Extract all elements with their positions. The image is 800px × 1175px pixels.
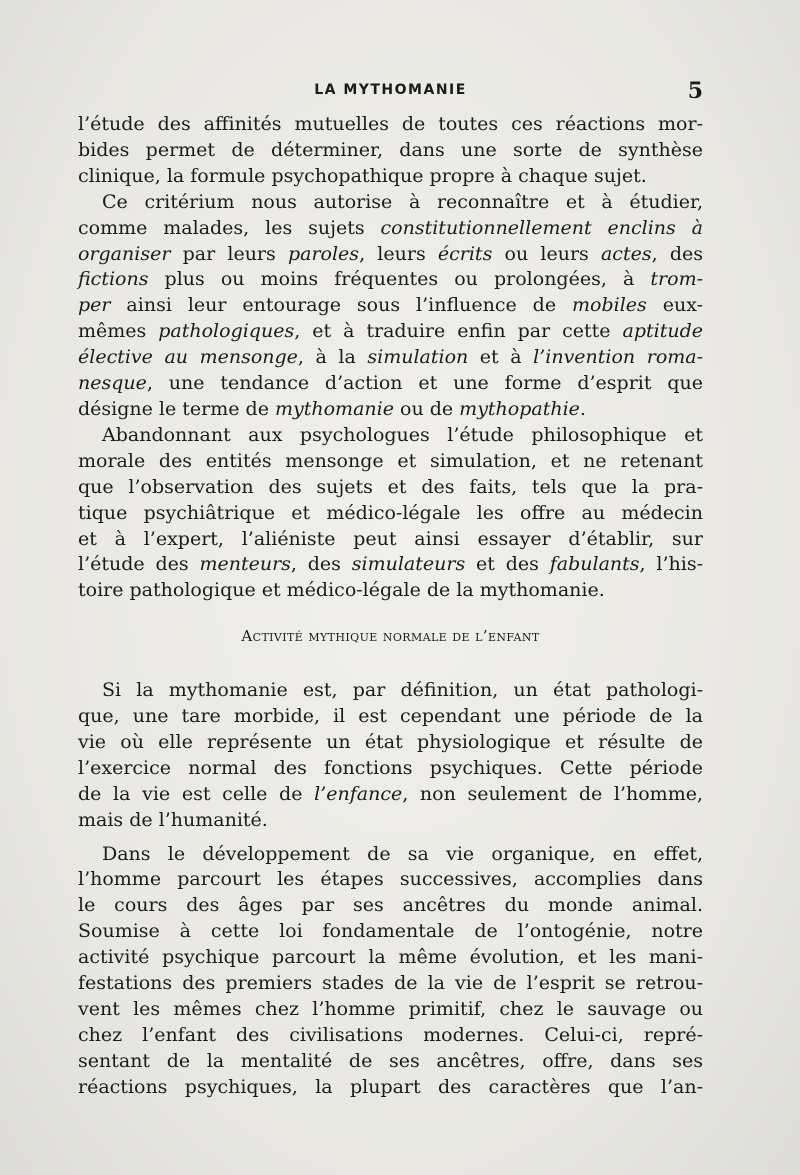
text-line: Abandonnant aux psychologues l’étude philosophique et xyxy=(102,423,703,446)
text-line: Soumise à cette loi fondamentale de l’ontogénie, notre xyxy=(78,920,703,943)
text-line: per ainsi leur entourage sous l’influence de mobiles eux- xyxy=(78,294,703,317)
text-line: tique psychiâtrique et médico-légale les offre au médecin xyxy=(78,501,703,524)
text-line: festations des premiers stades de la vie de l’esprit se retrou- xyxy=(78,972,703,995)
text-line: mais de l’humanité. xyxy=(78,808,268,831)
text-line: Dans le développement de sa vie organique, en effet, xyxy=(102,842,703,865)
text-line: réactions psychiques, la plupart des caractères que l’an- xyxy=(78,1075,703,1098)
text-line: activité psychique parcourt la même évolution, et les mani- xyxy=(78,946,703,969)
text-line: nesque, une tendance d’action et une forme d’esprit que xyxy=(78,372,703,395)
text-line: Ce critérium nous autorise à reconnaître et à étudier, xyxy=(102,190,703,213)
page-number: 5 xyxy=(687,78,703,104)
text-line: clinique, la formule psychopathique propre à chaque sujet. xyxy=(78,164,647,187)
text-line: fictions plus ou moins fréquentes ou prolongées, à trom- xyxy=(78,268,703,291)
text-line: morale des entités mensonge et simulation, et ne retenant xyxy=(78,449,703,472)
text-line: le cours des âges par ses ancêtres du monde animal. xyxy=(78,894,703,917)
text-line: vent les mêmes chez l’homme primitif, chez le sauvage ou xyxy=(78,998,703,1020)
section-title: Activité mythique normale de l’enfant xyxy=(241,627,540,646)
text-line: l’exercice normal des fonctions psychiques. Cette période xyxy=(78,756,703,779)
text-line: vie où elle représente un état physiologique et résulte de xyxy=(78,730,703,753)
text-line: mêmes pathologiques, et à traduire enfin par cette aptitude xyxy=(78,320,703,343)
page-header xyxy=(78,78,703,108)
text-line: de la vie est celle de l’enfance, non seulement de l’homme, xyxy=(78,782,703,805)
text-line: comme malades, les sujets constitutionnellement enclins à xyxy=(78,216,703,239)
text-line: chez l’enfant des civilisations modernes. Celui-ci, repré- xyxy=(78,1023,703,1046)
text-line: que, une tare morbide, il est cependant une période de la xyxy=(78,705,703,728)
text-line: que l’observation des sujets et des faits, tels que la pra- xyxy=(78,475,703,498)
text-line: toire pathologique et médico-légale de la mythomanie. xyxy=(78,579,605,602)
text-line: sentant de la mentalité de ses ancêtres, offre, dans ses xyxy=(78,1049,703,1072)
text-line: Si la mythomanie est, par définition, un état pathologi- xyxy=(102,679,703,702)
text-line: désigne le terme de mythomanie ou de mythopathie. xyxy=(78,397,586,420)
text-line: et à l’expert, l’aliéniste peut ainsi essayer d’établir, sur xyxy=(78,527,703,550)
text-line: l’étude des affinités mutuelles de toutes ces réactions mor- xyxy=(78,113,703,135)
running-title: LA MYTHOMANIE xyxy=(314,82,467,98)
text-line: l’étude des menteurs, des simulateurs et des fabulants, l’his- xyxy=(78,553,703,576)
text-line: bides permet de déterminer, dans une sorte de synthèse xyxy=(78,138,703,161)
text-line: organiser par leurs paroles, leurs écrits ou leurs actes, des xyxy=(78,242,703,265)
text-line: l’homme parcourt les étapes successives, accomplies dans xyxy=(78,868,703,891)
text-line: élective au mensonge, à la simulation et à l’invention roma- xyxy=(78,346,704,369)
body-text xyxy=(78,112,703,1101)
